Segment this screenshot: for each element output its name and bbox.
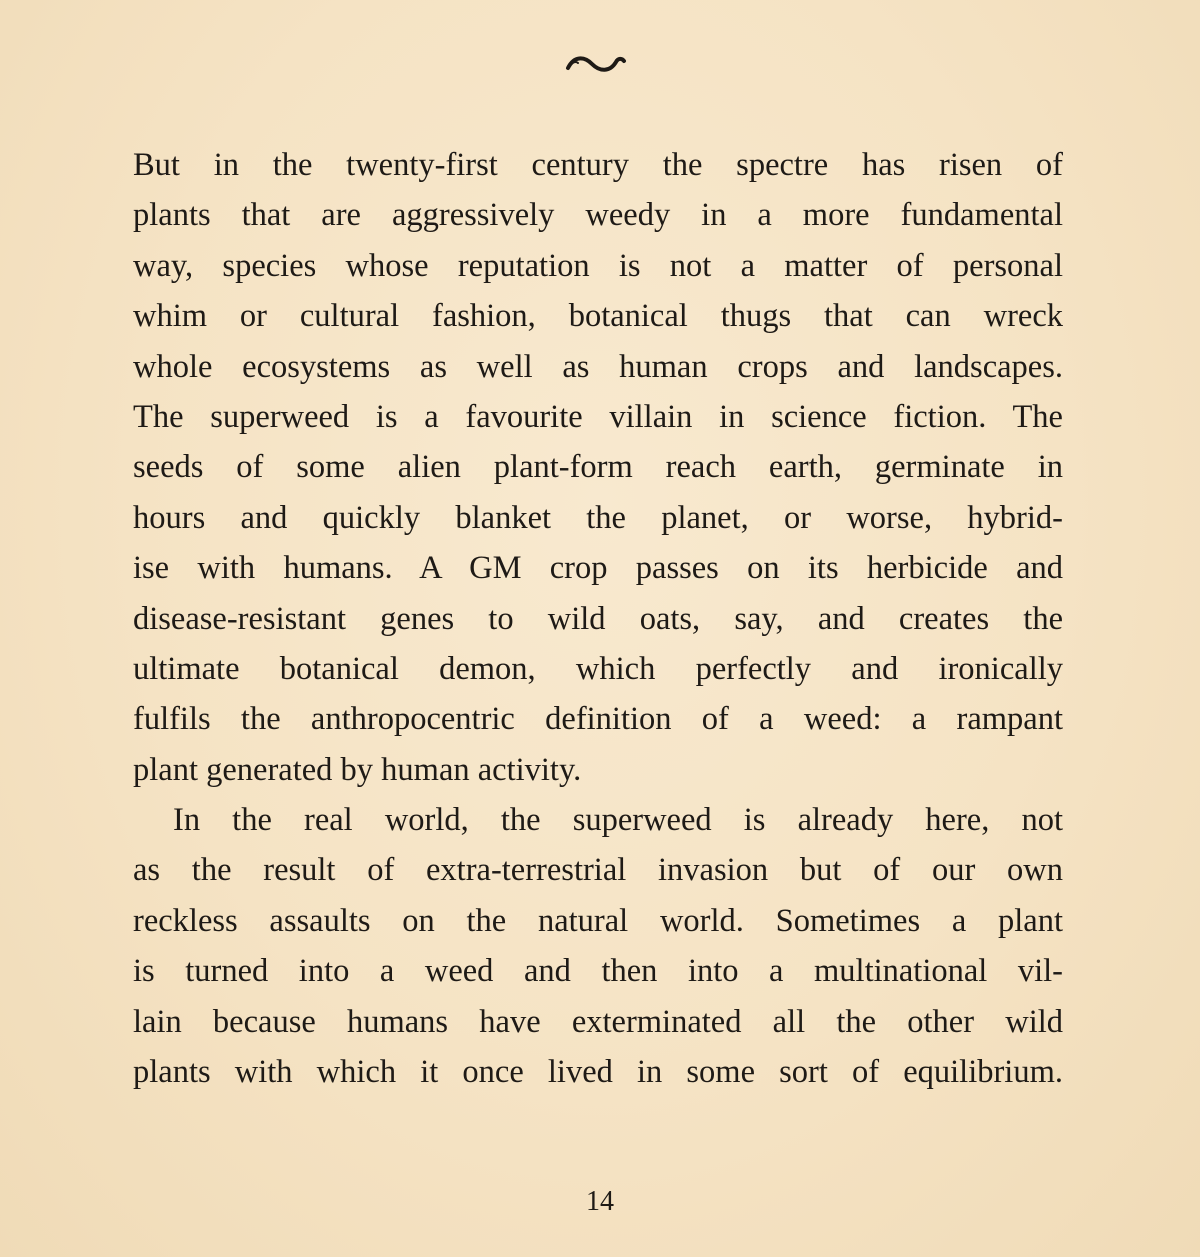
- page-number: 14: [586, 1186, 614, 1217]
- text-line: whim or cultural fashion, botanical thugs that can wreck: [133, 298, 1063, 335]
- text-line: as the result of extra-terrestrial invasion but of our own: [133, 852, 1063, 889]
- swash-ornament-icon: [560, 48, 632, 80]
- text-line: ultimate botanical demon, which perfectly and ironically: [133, 650, 1063, 687]
- text-line: In the real world, the superweed is already here, not: [173, 802, 1063, 839]
- text-line: seeds of some alien plant-form reach earth, germinate in: [133, 449, 1063, 486]
- text-line: plant generated by human activity.: [133, 751, 582, 788]
- text-line: ise with humans. A GM crop passes on its herbicide and: [133, 550, 1063, 587]
- text-line: plants that are aggressively weedy in a more fundamental: [133, 197, 1063, 234]
- text-line: lain because humans have exterminated all the other wild: [133, 1003, 1063, 1040]
- text-line: reckless assaults on the natural world. Sometimes a plant: [133, 902, 1063, 939]
- text-line: hours and quickly blanket the planet, or worse, hybrid-: [133, 499, 1063, 536]
- text-line: The superweed is a favourite villain in science fiction. The: [133, 398, 1063, 435]
- body-text: [133, 140, 1063, 1097]
- text-line: whole ecosystems as well as human crops and landscapes.: [133, 348, 1063, 385]
- text-line: plants with which it once lived in some sort of equilibrium.: [133, 1054, 1063, 1091]
- text-line: fulfils the anthropocentric definition of a weed: a rampant: [133, 701, 1063, 738]
- text-line: is turned into a weed and then into a multinational vil-: [133, 953, 1063, 990]
- text-line: But in the twenty-first century the spectre has risen of: [133, 147, 1063, 183]
- text-line: disease-resistant genes to wild oats, say, and creates the: [133, 600, 1063, 637]
- text-line: way, species whose reputation is not a matter of personal: [133, 247, 1063, 284]
